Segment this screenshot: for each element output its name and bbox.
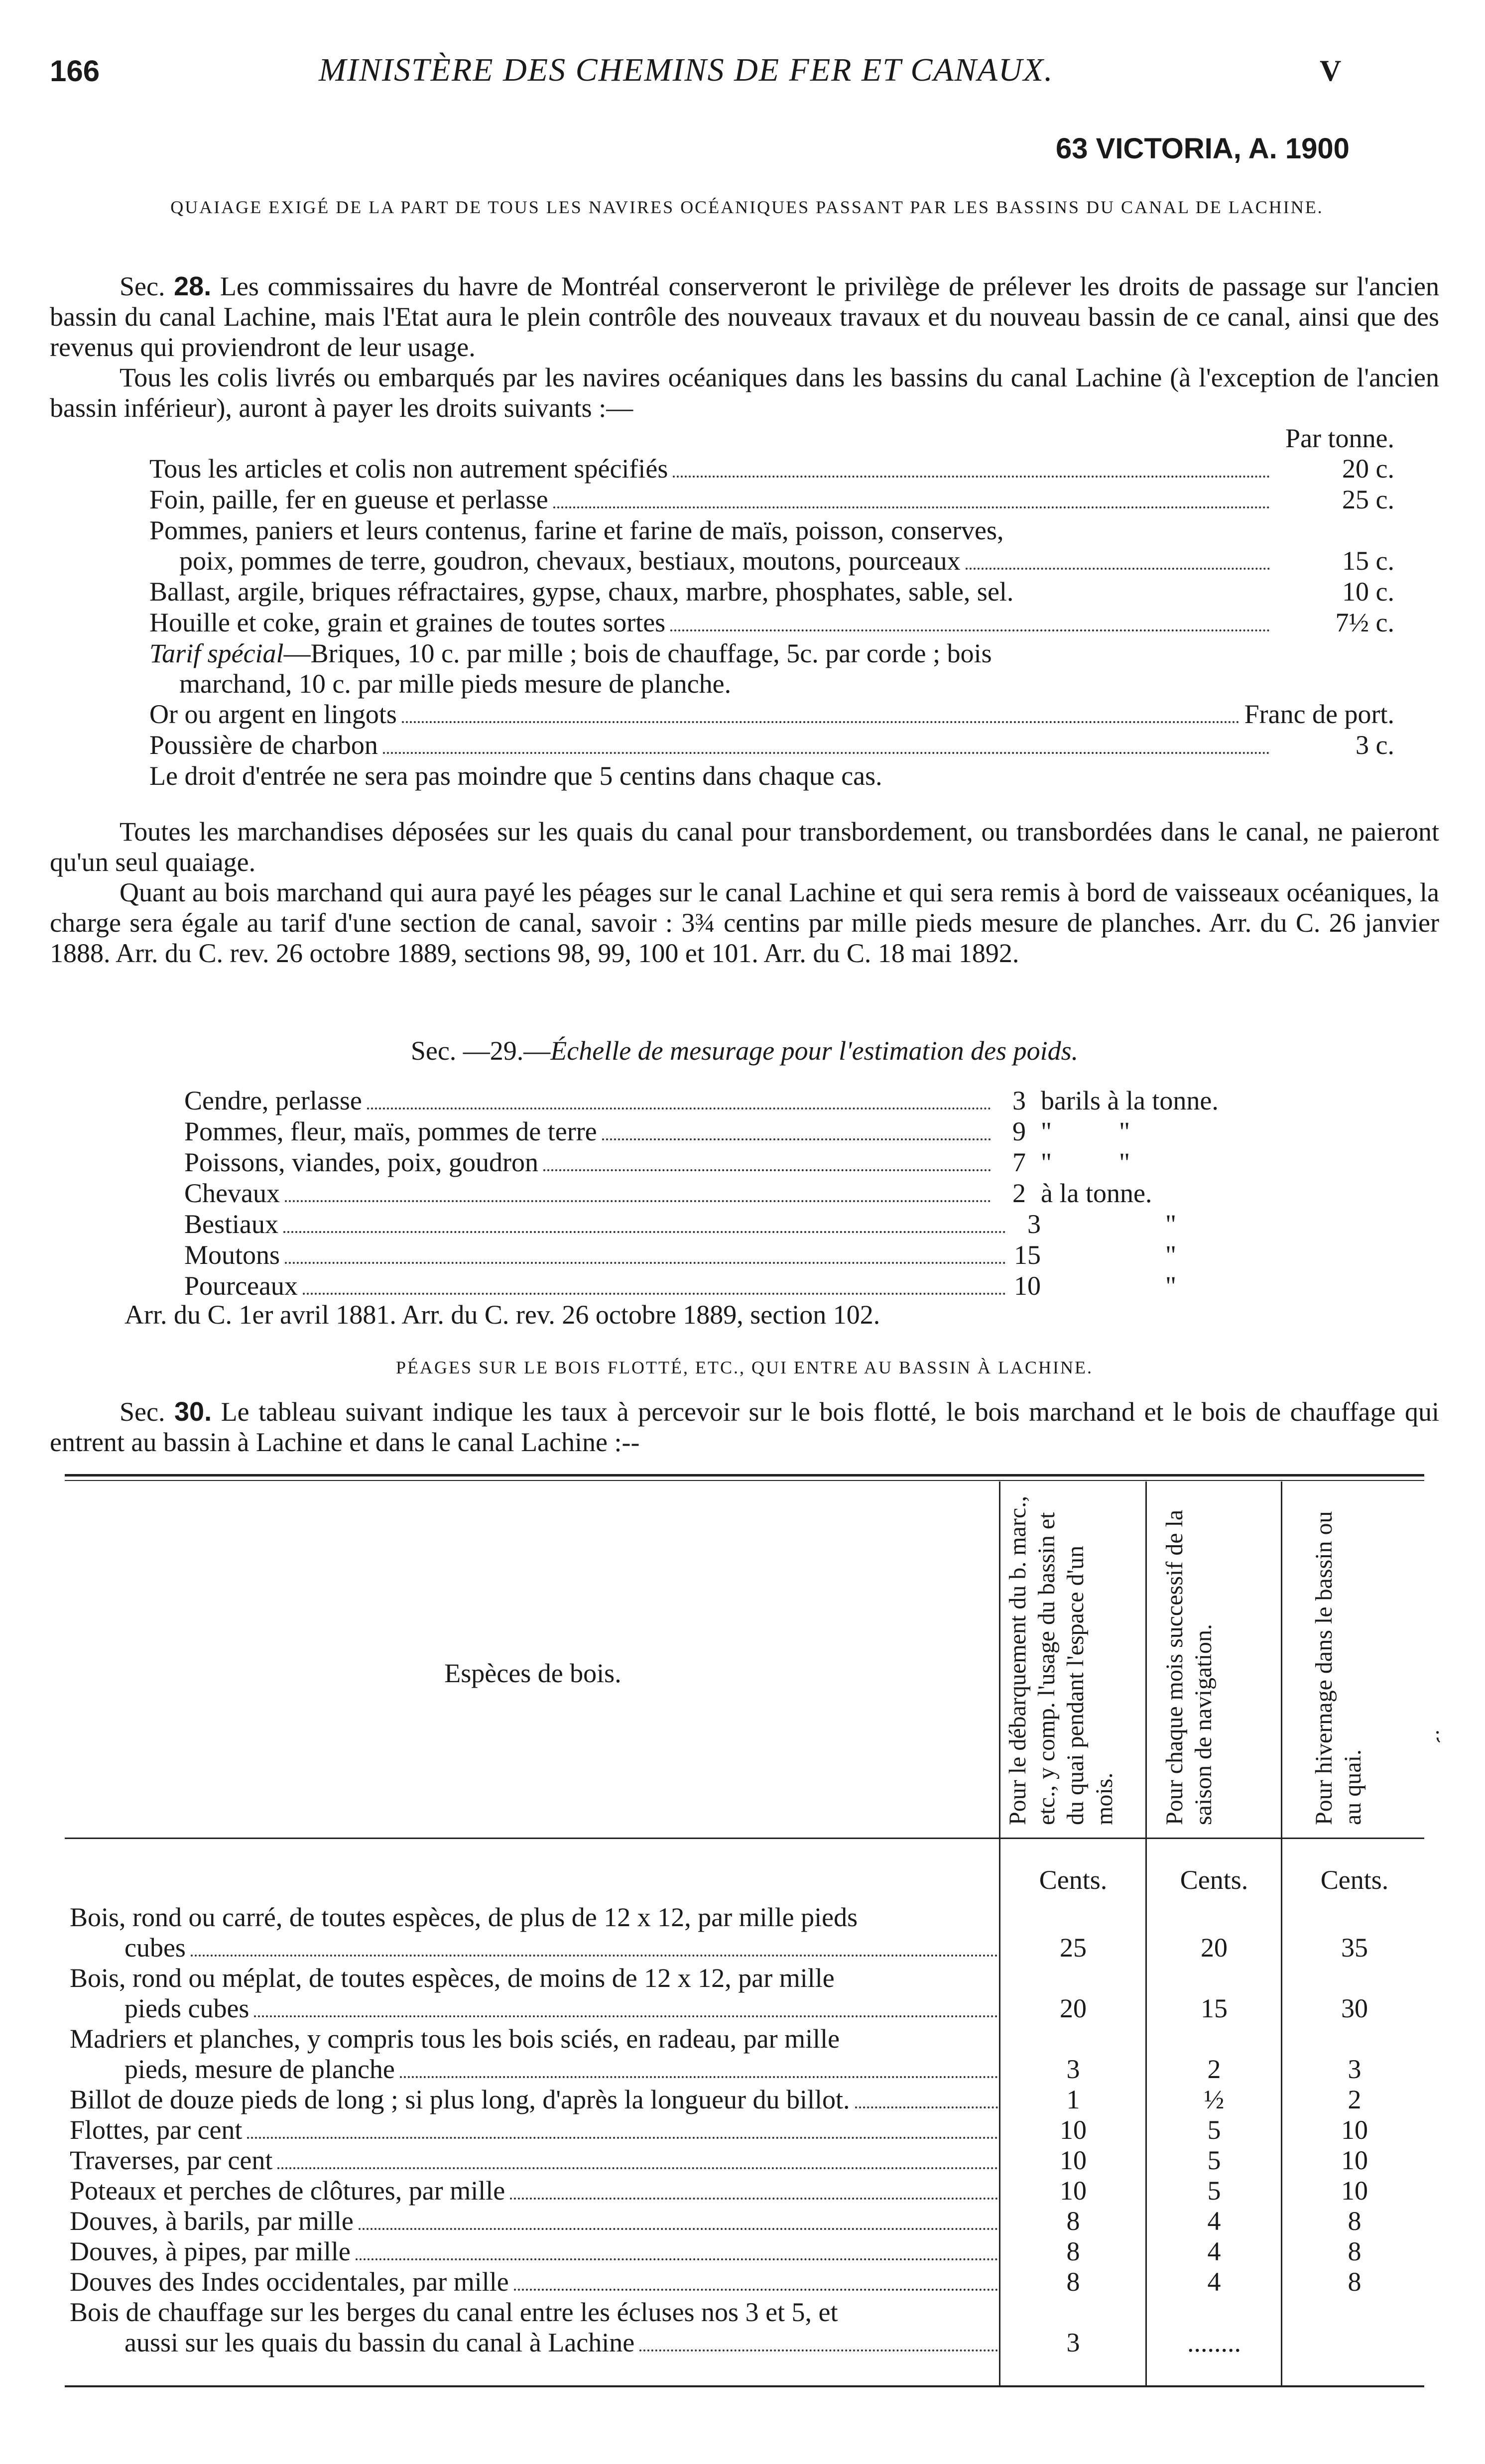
table-row-label: Billot de douze pieds de long ; si plus long, d'après la longueur du billot. — [70, 2085, 1001, 2115]
table-cell: 10 — [1060, 2176, 1087, 2206]
tarif-special: Tarif spécial—Briques, 10 c. par mille ; bois de chauffage, 5c. par corde ; bois marchand, 10 c. par mille pieds mesure de planche. — [149, 638, 992, 699]
sec-label: Sec. — [120, 271, 165, 301]
table-cell: 5 — [1207, 2115, 1221, 2145]
session-label: 63 VICTORIA, A. 1900 — [1056, 132, 1350, 165]
table-row-label: Bois, rond ou méplat, de toutes espèces, de moins de 12 x 12, par mille pieds cubes — [70, 1963, 1001, 2024]
table-cell: 8 — [1066, 2206, 1080, 2236]
col-header-monthly: Pour chaque mois successif de la saison de navigation. — [1161, 1509, 1217, 1825]
table-cell: 8 — [1066, 2267, 1080, 2297]
table-cell: 10 — [1341, 2145, 1368, 2175]
table-row-label: Douves, à barils, par mille — [70, 2206, 1001, 2237]
table-row-label: Douves, à pipes, par mille — [70, 2236, 1001, 2267]
table-cell: 30 — [1341, 1993, 1368, 2023]
sec-number: 28. — [174, 271, 212, 301]
table-row-label: Flottes, par cent — [70, 2115, 1001, 2146]
table-cell: 1 — [1066, 2085, 1080, 2114]
unit-header: Par tonne. — [1285, 423, 1394, 453]
weight-item: Bestiaux 3 " — [184, 1209, 1177, 1239]
margin-mark: ⁏ — [1434, 1722, 1441, 1744]
section-28-intro — [50, 271, 1439, 363]
weight-item: Pourceaux 10 " — [184, 1271, 1177, 1301]
table-row-label: Traverses, par cent — [70, 2145, 1001, 2176]
weight-item: Moutons 15 " — [184, 1240, 1177, 1270]
tariff-item: Foin, paille, fer en gueuse et perlasse 25 c. — [149, 485, 1394, 514]
section-30-heading: PÉAGES SUR LE BOIS FLOTTÉ, ETC., QUI ENTRE AU BASSIN À LACHINE. — [395, 1357, 1093, 1377]
section-28-heading: QUAIAGE EXIGÉ DE LA PART DE TOUS LES NAVIRES OCÉANIQUES PASSANT PAR LES BASSINS DU CANAL DE LACHINE. — [170, 197, 1324, 217]
table-row-label: Bois, rond ou carré, de toutes espèces, de plus de 12 x 12, par mille pieds cubes — [70, 1902, 1001, 1964]
running-title: MINISTÈRE DES CHEMINS DE FER ET CANAUX. — [319, 52, 1054, 88]
col-header-species: Espèces de bois. — [444, 1658, 621, 1688]
tariff-item: Pommes, paniers et leurs contenus, farine et farine de maïs, poisson, conserves, poix, pommes de terre, goudron, chevaux, bestiaux, moutons, pourceaux 15 c. — [149, 515, 1394, 576]
weight-item: Poissons, viandes, poix, goudron 7 " " — [184, 1147, 1130, 1177]
tariff-item: Ballast, argile, briques réfractaires, gypse, chaux, marbre, phosphates, sable, sel. 10 c. — [149, 577, 1394, 607]
unit-label: Cents. — [1180, 1865, 1248, 1895]
table-cell: 3 — [1348, 2054, 1361, 2084]
table-cell: 10 — [1060, 2115, 1087, 2145]
table-cell: 8 — [1348, 2206, 1361, 2236]
transshipment-note: Toutes les marchandises déposées sur les quais du canal pour transbordement, ou transbordées dans le canal, ne paieront qu'un seul quaiage. — [50, 817, 1439, 877]
table-cell: 10 — [1060, 2145, 1087, 2175]
table-cell: 2 — [1207, 2054, 1221, 2084]
table-cell: ........ — [1187, 2328, 1241, 2357]
table-cell: 3 — [1066, 2328, 1080, 2357]
table-cell: 25 — [1060, 1933, 1087, 1963]
table-cell: 10 — [1341, 2176, 1368, 2206]
table-cell: 4 — [1207, 2267, 1221, 2297]
col-header-unloading: Pour le débarquement du b. marc., etc., y comp. l'usage du bassin et du quai pendant l'espace d'un mois. — [1004, 1495, 1117, 1825]
table-cell: 20 — [1201, 1933, 1228, 1963]
section-28-para2: Tous les colis livrés ou embarqués par les navires océaniques dans les bassins du canal Lachine (à l'exception de l'ancien bassin inférieur), auront à payer les droits suivants :— — [50, 363, 1439, 423]
tariff-item: Houille et coke, grain et graines de toutes sortes 7½ c. — [149, 608, 1394, 637]
table-cell: ½ — [1204, 2085, 1225, 2114]
table-cell: 4 — [1207, 2236, 1221, 2266]
section-30-intro: Sec. 30. Le tableau suivant indique les taux à percevoir sur le bois flotté, le bois marchand et le bois de chauffage qui entrent au bassin à Lachine et dans le canal Lachine :-- — [50, 1397, 1440, 1457]
table-cell: 15 — [1201, 1993, 1228, 2023]
minimum-charge: Le droit d'entrée ne sera pas moindre que 5 centins dans chaque cas. — [149, 761, 882, 791]
table-row-label: Madriers et planches, y compris tous les bois sciés, en radeau, par mille pieds, mesure de planche — [70, 2024, 1001, 2085]
volume-number: V — [1320, 54, 1342, 87]
tariff-item-gold: Or ou argent en lingots Franc de port. — [149, 699, 1394, 729]
weight-item: Chevaux 2 à la tonne. — [184, 1178, 1152, 1208]
unit-label: Cents. — [1039, 1865, 1108, 1895]
table-cell: 8 — [1066, 2236, 1080, 2266]
table-cell: 5 — [1207, 2145, 1221, 2175]
table-row-label: Poteaux et perches de clôtures, par mille — [70, 2176, 1001, 2207]
intro-text: Les commissaires du havre de Montréal conserveront le privilège de prélever les droits de passage sur l'ancien bassin du canal Lachine, mais l'Etat aura le plein contrôle des nouveaux travaux et du nouveau bassin de ce canal, ainsi que des revenus qui proviendront de leur usage. — [50, 271, 1440, 362]
section-28-body — [50, 271, 1439, 423]
col-header-wintering: Pour hivernage dans le bassin ou au quai. — [1311, 1511, 1366, 1825]
lumber-note: Quant au bois marchand qui aura payé les péages sur le canal Lachine et qui sera remis à bord de vaisseaux océaniques, la charge sera égale au tarif d'une section de canal, savoir : 3¾ centins par mille pieds mesure de planches. Arr. du C. 26 janvier 1888. Arr. du C. rev. 26 octobre 1889, sections 98, 99, 100 et 101. Arr. du C. 18 mai 1892. — [50, 877, 1439, 968]
weight-item: Cendre, perlasse 3 barils à la tonne. — [184, 1086, 1219, 1115]
weight-item: Pommes, fleur, maïs, pommes de terre 9 " " — [184, 1116, 1130, 1146]
unit-label: Cents. — [1320, 1865, 1389, 1895]
weight-scale-list — [184, 1086, 1330, 1302]
section-29-heading: Sec. —29.—Échelle de mesurage pour l'estimation des poids. — [410, 1036, 1079, 1066]
table-row-label: Bois de chauffage sur les berges du canal entre les écluses nos 3 et 5, et aussi sur les quais du bassin du canal à Lachine — [70, 2297, 1001, 2358]
table-cell: 8 — [1348, 2267, 1361, 2297]
table-row-label: Douves des Indes occidentales, par mille — [70, 2267, 1001, 2298]
tariff-item-coal: Poussière de charbon 3 c. — [149, 730, 1394, 760]
tariff-list — [149, 423, 1394, 791]
tariff-item: Tous les articles et colis non autrement spécifiés 20 c. — [149, 454, 1394, 484]
table-cell: 3 — [1066, 2054, 1080, 2084]
table-cell: 8 — [1348, 2236, 1361, 2266]
table-cell: 2 — [1348, 2085, 1361, 2114]
table-cell: 4 — [1207, 2206, 1221, 2236]
table-cell: 5 — [1207, 2176, 1221, 2206]
section-28-notes — [50, 817, 1439, 969]
table-cell: 20 — [1060, 1993, 1087, 2023]
table-cell: 35 — [1341, 1933, 1368, 1963]
table-cell: 10 — [1341, 2115, 1368, 2145]
section-29-reference: Arr. du C. 1er avril 1881. Arr. du C. rev. 26 octobre 1889, section 102. — [124, 1300, 880, 1330]
page-number: 166 — [50, 54, 100, 88]
